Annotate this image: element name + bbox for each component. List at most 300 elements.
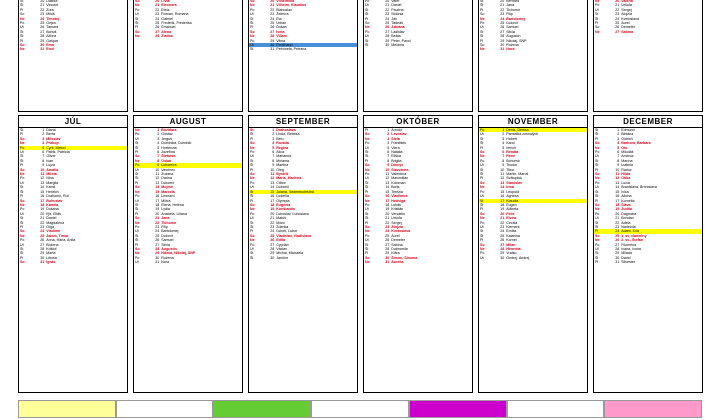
month-title: OKTÓBER [364,116,472,128]
day-weekday: Pi [135,242,139,247]
day-nameday: Gabriel [161,16,173,21]
day-nameday: Nikolaj, SNP [506,38,527,43]
day-number: 1 [387,128,390,132]
day-weekday: Ne [20,16,25,21]
day-nameday: Miloš [46,12,55,17]
day-nameday: Ľubomír [161,180,175,185]
day-number: 26 [270,25,275,30]
day-nameday: Nadežda [621,224,636,229]
day-weekday: Ut [365,207,369,212]
day-nameday: Gašpar [46,38,59,43]
month-block [18,115,128,393]
day-nameday: Kvetoslava [621,16,639,21]
day-weekday: St [20,154,24,159]
day-number: 26 [385,238,390,243]
month-day-table [19,128,127,265]
day-weekday: Št [135,176,139,181]
day-number: 31 [40,260,45,265]
day-weekday: Ut [250,154,254,159]
day-nameday: Zdenka [276,224,289,229]
day-number: 24 [40,229,45,234]
day-nameday: Regina [276,145,289,150]
day-weekday: Ne [365,136,370,141]
day-number: 24 [40,16,45,21]
day-number: 25 [270,21,275,26]
day-weekday: St [480,29,484,34]
day-nameday: Jozefína [161,150,175,155]
day-nameday: Vincent [46,3,59,8]
day-nameday: Aurel [621,21,630,26]
day-weekday: Pi [480,176,484,181]
day-weekday: Št [20,189,24,194]
day-nameday: Alojzia [391,224,403,229]
day-number: 13 [385,180,390,185]
day-weekday: Pi [135,150,139,155]
day-weekday: So [595,25,600,30]
month-day-table [364,128,472,265]
day-number: 20 [40,0,45,3]
day-weekday: So [480,211,485,216]
day-number: 23 [500,224,505,229]
day-number: 28 [155,246,160,251]
month-day-table [479,128,587,260]
day-weekday: St [135,172,139,177]
day-number: 10 [270,167,275,172]
month-block [133,115,243,393]
day-number: 18 [155,202,160,207]
day-nameday: Hubert [506,136,518,141]
day-number: 26 [40,238,45,243]
day-weekday: Po [365,172,370,177]
day-nameday: Vladimír [46,229,61,234]
day-nameday: Dobromila [391,246,408,251]
day-number: 2 [502,132,505,137]
day-weekday: Ut [250,12,254,17]
day-row[interactable] [479,256,587,260]
day-row[interactable] [594,260,702,264]
day-number: 8 [617,158,620,163]
month-day-table [19,0,127,52]
day-weekday: St [365,150,369,155]
day-number: 31 [270,47,275,52]
day-weekday: Št [365,216,369,221]
day-number: 26 [385,25,390,30]
day-nameday: Izabela [621,163,633,168]
day-nameday: Drahoslava [276,128,296,132]
day-number: 29 [500,251,505,256]
day-nameday: Amália [46,167,59,172]
day-number: 17 [270,198,275,203]
day-row[interactable] [19,47,127,51]
day-weekday: Pi [20,38,24,43]
day-row[interactable] [594,30,702,34]
day-weekday: So [20,12,25,17]
day-number: 10 [40,167,45,172]
day-nameday: Beáta [391,34,401,39]
day-number: 26 [270,238,275,243]
day-nameday: Sláva [621,202,631,207]
day-weekday: So [250,233,255,238]
day-number: 8 [42,158,45,163]
day-weekday: Ut [365,3,369,8]
day-number: 30 [270,255,275,260]
day-number: 27 [385,29,390,34]
day-nameday: Alfonz [46,34,57,39]
day-nameday: Božena [46,242,59,247]
day-nameday: Adam, Eva [620,229,702,233]
day-weekday: Po [365,29,370,34]
day-number: 29 [40,38,45,43]
day-nameday: 2. sv., Štefan [621,238,643,243]
day-number: 3 [502,136,505,141]
day-number: 19 [615,207,620,212]
day-weekday: Ut [20,211,24,216]
day-weekday: Po [134,163,147,167]
day-weekday: Št [595,194,599,199]
day-weekday: St [480,136,484,141]
day-row[interactable] [364,260,472,264]
day-nameday: Terézia [391,189,403,194]
day-nameday: Oliver [46,154,56,159]
day-weekday: Št [365,185,369,190]
day-nameday: Drahomír, Rút [46,194,69,199]
day-weekday: St [20,185,24,190]
day-nameday: Michal, Michaela [276,251,304,256]
day-weekday: Po [365,0,370,3]
day-weekday: Ut [135,260,139,265]
day-weekday: Št [480,172,484,177]
day-weekday: Ut [365,238,369,243]
day-weekday: Št [365,12,369,17]
day-number: 13 [155,180,160,185]
day-weekday: So [480,43,485,48]
day-number: 20 [500,211,505,216]
day-number: 9 [617,163,620,168]
day-weekday: Po [595,242,600,247]
day-weekday: So [595,233,600,238]
day-nameday: Bohuš [46,29,57,34]
day-number: 1 [617,128,620,132]
day-number: 23 [40,224,45,229]
day-number: 9 [42,163,45,168]
day-number: 15 [40,189,45,194]
day-number: 4 [157,141,160,146]
day-number: 15 [615,189,620,194]
day-nameday: Brigita [391,158,402,163]
day-nameday: Dávid [621,255,631,260]
month-title: NOVEMBER [479,116,587,128]
day-nameday: Roman, Romana [161,12,189,17]
day-row[interactable] [19,260,127,264]
month-day-table [134,128,242,265]
day-nameday: Ivan [46,158,54,163]
day-nameday: Ľuboslav, Ľuboslava [276,211,309,216]
day-number: 6 [502,150,505,155]
day-weekday: Pi [480,238,484,243]
legend-segment [311,400,409,418]
day-weekday: Ut [480,224,484,229]
day-number: 17 [385,198,390,203]
day-weekday: Po [250,7,255,12]
day-weekday: St [250,251,254,256]
day-nameday: Oľga [46,224,55,229]
day-number: 2 [42,132,45,137]
day-number: 19 [500,207,505,212]
day-weekday: Ne [480,216,485,221]
day-nameday: Tichomír [161,220,177,225]
day-number: 30 [40,255,45,260]
day-nameday: Lukáš [391,202,401,207]
day-nameday: Bohuslav [46,198,63,203]
day-weekday: St [20,246,24,251]
day-weekday: St [479,199,492,203]
day-weekday: Št [20,34,24,39]
day-weekday: Pi [135,25,139,30]
day-weekday: Št [135,238,139,243]
day-number: 22 [615,220,620,225]
day-nameday: Linda, Rebeka [276,132,300,137]
day-number: 19 [155,207,160,212]
day-weekday: St [135,16,139,21]
day-number: 7 [387,154,390,159]
day-weekday: So [135,29,140,34]
day-weekday: Ut [250,246,254,251]
day-number: 25 [155,233,160,238]
day-nameday: Bohdan [621,216,634,221]
day-weekday: Ne [480,47,485,52]
day-weekday: Št [250,255,254,260]
day-nameday: Cyril, Metod [45,146,127,150]
day-nameday: Dagmara [621,211,637,216]
day-nameday: Ambróz [621,154,634,159]
day-number: 1 [492,128,505,132]
day-number: 29 [270,38,275,43]
day-weekday: So [480,242,485,247]
day-nameday: Branislava, Bronislava [621,185,657,190]
day-weekday: Št [250,132,254,137]
day-weekday: Ne [480,246,485,251]
day-number: 24 [500,16,505,21]
day-nameday: Milota [46,172,57,177]
day-number: 29 [500,38,505,43]
day-nameday: Hilda [621,172,631,177]
day-number: 28 [385,34,390,39]
day-number: 29 [385,251,390,256]
day-row[interactable] [134,260,242,264]
day-number: 15 [500,189,505,194]
day-weekday: Ne [595,145,600,150]
day-weekday: Ut [135,198,139,203]
day-weekday: So [250,0,255,3]
day-number: 22 [500,7,505,12]
day-nameday: Elvíra [506,216,517,221]
day-row[interactable] [364,43,472,47]
month-block [363,0,473,112]
day-number: 12 [615,176,620,181]
day-nameday: Etela [161,7,170,12]
day-row[interactable] [249,256,357,260]
day-number: 16 [500,194,505,199]
day-number: 28 [500,246,505,251]
month-block [248,0,358,112]
day-nameday: Vladislav, Vladislava [276,233,312,238]
day-number: 24 [155,16,160,21]
day-nameday: Viliam [276,34,287,39]
day-weekday: Ne [595,176,600,181]
day-row[interactable] [134,34,242,38]
day-weekday: St [595,128,599,132]
day-nameday: Edita [276,238,286,243]
day-number: 27 [155,242,160,247]
day-nameday: Oldrich [621,136,633,141]
day-weekday: So [365,194,370,199]
day-weekday: Po [479,128,492,132]
day-number: 31 [500,47,505,52]
day-weekday: Pi [594,229,607,233]
day-number: 8 [272,158,275,163]
day-number: 16 [40,194,45,199]
day-number: 22 [155,220,160,225]
day-number: 10 [385,167,390,172]
day-weekday: So [135,154,140,159]
day-weekday: Št [595,255,599,260]
day-nameday: Eliška [391,154,401,159]
day-number: 24 [615,16,620,21]
day-weekday: Po [250,38,255,43]
day-number: 30 [385,255,390,260]
day-weekday: So [250,202,255,207]
day-weekday: Ne [365,260,370,265]
month-day-table [594,0,702,34]
day-number: 19 [385,207,390,212]
day-weekday: Po [480,158,485,163]
day-weekday: Ut [595,185,599,190]
day-weekday: Ne [20,233,25,238]
day-number: 9 [147,163,160,167]
day-nameday: Svätopluk [506,176,523,181]
day-number: 27 [500,242,505,247]
day-weekday: Št [595,132,599,137]
day-nameday: Boris [391,185,400,190]
day-nameday: Maximilián [391,176,409,181]
day-number: 20 [615,211,620,216]
day-weekday: Št [20,3,24,8]
day-number: 21 [615,216,620,221]
day-row[interactable] [249,47,357,51]
day-weekday: Pi [480,7,484,12]
day-nameday: Jarolím [276,255,289,260]
day-nameday: Blahoslav [276,7,292,12]
day-nameday: Uršuľa [391,216,402,221]
day-weekday: Ut [595,216,599,221]
day-number: 13 [615,180,620,185]
day-nameday: Tichomír [506,7,521,12]
day-number: 26 [40,25,45,30]
day-nameday: Ferdinand [275,43,357,47]
day-nameday: Miriama [276,158,290,163]
day-nameday: Mikuláš [621,150,634,155]
day-number: 25 [40,21,45,26]
day-number: 24 [385,16,390,21]
day-number: 14 [155,185,160,190]
day-number: 27 [40,242,45,247]
day-weekday: Ut [365,145,369,150]
day-weekday: Ut [595,7,599,12]
day-nameday: Judita [621,207,632,212]
day-nameday: Frederik, Frederika [161,21,192,26]
day-nameday: Ema [46,43,54,48]
day-weekday: Po [20,176,25,181]
day-nameday: Zora [46,7,54,12]
day-nameday: Darina [161,176,172,181]
day-number: 18 [40,202,45,207]
day-nameday: Ľudovít [506,21,519,26]
day-nameday: Jana [506,3,515,8]
day-number: 20 [270,0,275,3]
day-nameday: Peter, Pavol [391,38,411,43]
day-weekday: Št [250,163,254,168]
day-nameday: Bibiána [621,132,634,137]
day-number: 22 [385,220,390,225]
day-number: 21 [270,3,275,8]
day-number: 24 [607,229,620,233]
day-number: 20 [270,211,275,216]
day-number: 3 [272,136,275,141]
day-nameday: Augustín [506,34,521,39]
day-row[interactable] [479,47,587,51]
day-number: 25 [500,21,505,26]
day-weekday: Št [480,202,484,207]
day-nameday: Koloman [391,180,406,185]
day-nameday: Tibor [506,167,515,172]
day-weekday: Št [20,128,24,132]
day-weekday: St [595,12,599,17]
day-nameday: Levoslav [391,132,407,137]
day-weekday: Po [135,224,140,229]
day-number: 7 [157,154,160,159]
day-weekday: Ut [480,255,484,260]
day-number: 12 [385,176,390,181]
day-nameday: Leonard [161,194,175,199]
day-nameday: Pamiatka zosnulých [506,132,539,137]
legend-segment [213,400,311,418]
day-weekday: St [250,158,254,163]
day-nameday: Štefánia [161,154,176,159]
month-title: SEPTEMBER [249,116,357,128]
day-weekday: St [20,0,24,3]
day-weekday: Po [20,21,25,26]
legend-segment [409,400,507,418]
day-number: 5 [272,145,275,150]
day-nameday: Bartolomej [161,229,179,234]
day-weekday: St [480,167,484,172]
month-day-table [134,0,242,39]
day-nameday: Jolana, Sedembolestná [275,190,357,194]
day-number: 22 [270,7,275,12]
day-nameday: Želmíra [276,12,289,17]
day-weekday: Pi [365,16,369,21]
day-nameday: Vendelín [391,211,406,216]
day-nameday: Imrich [506,145,517,150]
day-nameday: Kamil [46,185,56,190]
day-number: 13 [40,180,45,185]
day-nameday: Sergej [391,220,402,225]
day-nameday: Iľja, Eliáš [46,211,61,216]
day-weekday: St [250,220,254,225]
day-number: 21 [615,3,620,8]
day-weekday: St [20,216,24,221]
day-nameday: René [506,154,516,159]
